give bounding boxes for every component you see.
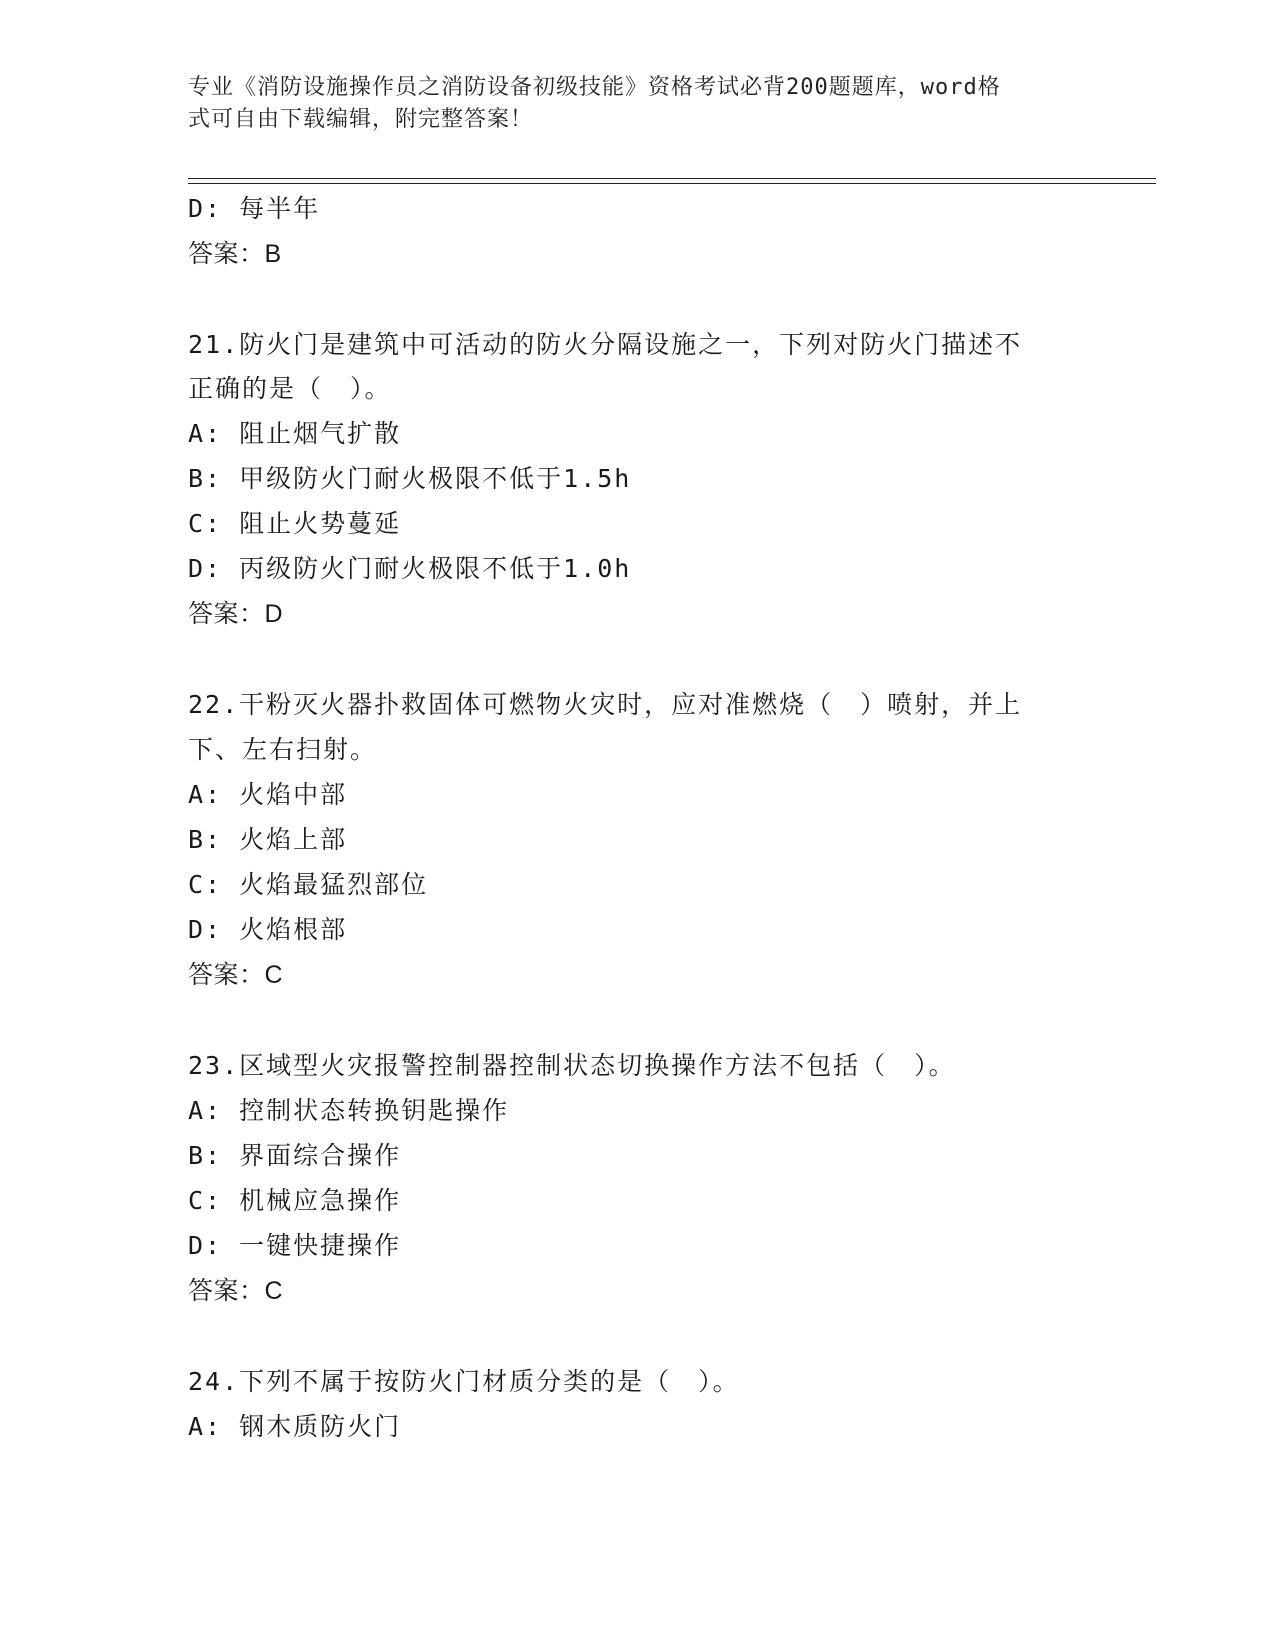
header-line-2: 式可自由下载编辑，附完整答案！ bbox=[188, 107, 534, 132]
q22-stem-line-2: 下、左右扫射。 bbox=[188, 735, 378, 764]
q23-option-c: C: 机械应急操作 bbox=[188, 1186, 402, 1215]
q23-stem-line-1: 23.区域型火灾报警控制器控制状态切换操作方法不包括（ ）。 bbox=[188, 1051, 956, 1080]
q23-option-a: A: 控制状态转换钥匙操作 bbox=[188, 1096, 510, 1125]
q24-stem-line-1: 24.下列不属于按防火门材质分类的是（ ）。 bbox=[188, 1367, 740, 1396]
prev-answer: 答案：B bbox=[188, 240, 282, 268]
q21-option-d: D: 丙级防火门耐火极限不低于1.0h bbox=[188, 554, 632, 583]
q22-stem-line-1: 22.干粉灭火器扑救固体可燃物火灾时，应对准燃烧（ ）喷射，并上 bbox=[188, 690, 1023, 719]
q24-option-a: A: 钢木质防火门 bbox=[188, 1412, 402, 1441]
header-divider-top bbox=[188, 178, 1156, 179]
q22-option-b: B: 火焰上部 bbox=[188, 825, 348, 854]
document-header bbox=[188, 72, 1088, 136]
prev-option-d: D: 每半年 bbox=[188, 194, 321, 223]
q22-option-c: C: 火焰最猛烈部位 bbox=[188, 870, 429, 899]
header-divider-bottom bbox=[188, 183, 1156, 184]
q23-option-b: B: 界面综合操作 bbox=[188, 1141, 402, 1170]
q21-option-b: B: 甲级防火门耐火极限不低于1.5h bbox=[188, 464, 632, 493]
q21-stem-line-1: 21.防火门是建筑中可活动的防火分隔设施之一，下列对防火门描述不 bbox=[188, 330, 1023, 359]
q23-option-d: D: 一键快捷操作 bbox=[188, 1231, 402, 1260]
q22-answer: 答案：C bbox=[188, 961, 284, 989]
q23-answer: 答案：C bbox=[188, 1277, 284, 1305]
q22-option-d: D: 火焰根部 bbox=[188, 915, 348, 944]
q21-answer: 答案：D bbox=[188, 600, 284, 628]
q21-option-c: C: 阻止火势蔓延 bbox=[188, 509, 402, 538]
q21-stem-line-2: 正确的是（ ）。 bbox=[188, 374, 392, 403]
q21-option-a: A: 阻止烟气扩散 bbox=[188, 419, 402, 448]
q22-option-a: A: 火焰中部 bbox=[188, 780, 348, 809]
header-line-1: 专业《消防设施操作员之消防设备初级技能》资格考试必背200题题库，word格 bbox=[188, 75, 1001, 100]
